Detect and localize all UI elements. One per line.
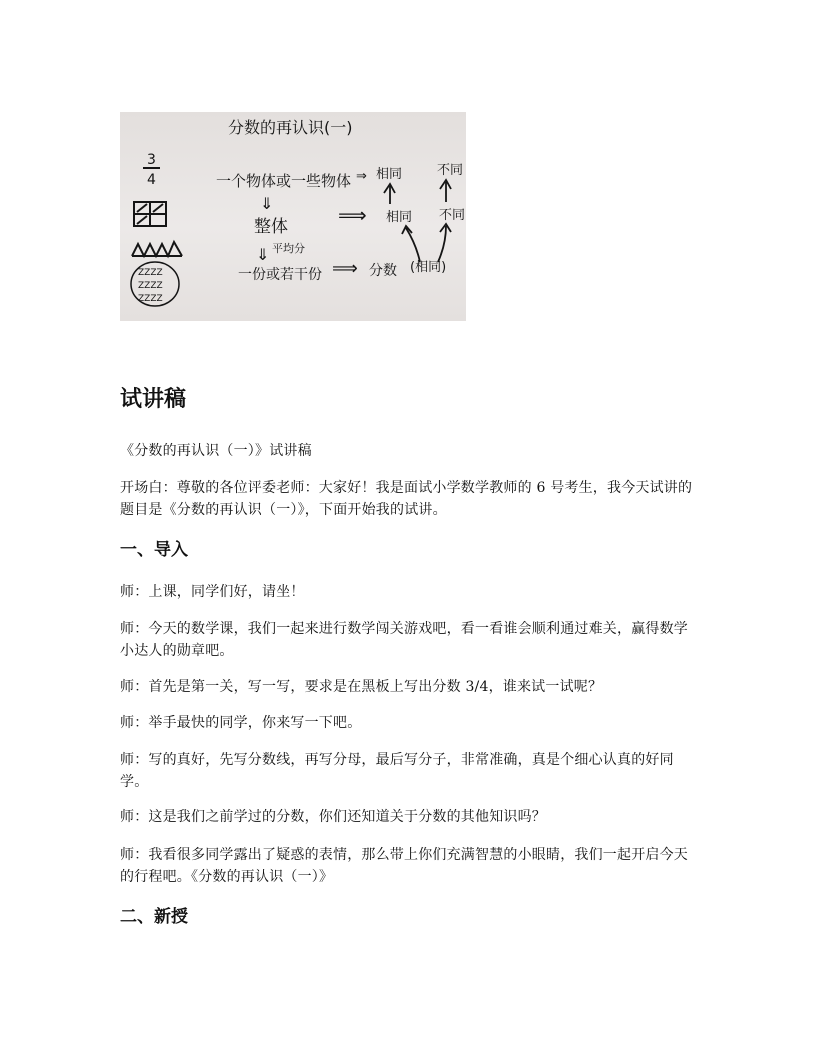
grouped-items-sketch [131, 262, 179, 306]
paragraph-6: 师：这是我们之前学过的分数，你们还知道关于分数的其他知识吗？ [120, 809, 546, 825]
items-row-1: ZZZZ [138, 268, 163, 278]
row1-right: 不同 [437, 163, 464, 178]
note-title: 分数的再认识(一) [228, 118, 353, 137]
paragraph-3: 师：首先是第一关，写一写，要求是在黑板上写出分数 3/4，谁来试一试呢？ [120, 679, 603, 695]
arrow-label: 平均分 [272, 242, 305, 255]
grid-square-sketch [134, 202, 166, 226]
row2-right: 不同 [439, 208, 466, 223]
opening-paragraph: 开场白：尊敬的各位评委老师：大家好！我是面试小学数学教师的 6 号考生，我今天试讲的题目是《分数的再认识（一）》，下面开始我的试讲。 [120, 480, 693, 518]
document-title: 试讲稿 [120, 387, 187, 412]
section-heading-new-lesson: 二、新授 [120, 907, 188, 927]
row1-mid: 相同 [376, 167, 403, 182]
items-row-3: ZZZZ [138, 294, 163, 304]
paragraph-2: 师：今天的数学课，我们一起来进行数学闯关游戏吧，看一看谁会顺利通过难关，赢得数学小达人的勋章吧。 [120, 621, 688, 659]
row3-arrow: ⟹ [332, 258, 358, 279]
row3-mid: 分数 [369, 263, 397, 279]
row3-right: (相同) [410, 260, 447, 275]
row2-mid: 相同 [386, 210, 413, 225]
row3-left: 一份或若干份 [238, 267, 322, 283]
paragraph-4: 师：举手最快的同学，你来写一下吧。 [120, 715, 362, 731]
triangles-sketch [132, 242, 182, 256]
handwritten-notes-photo [120, 112, 466, 321]
paragraph-5: 师：写的真好，先写分数线，再写分母，最后写分子，非常准确，真是个细心认真的好同学。 [120, 752, 674, 790]
notes-drawing [120, 112, 466, 321]
fraction-denominator: 4 [147, 172, 156, 188]
down-arrow-2: ⇓ [256, 245, 270, 264]
document-subtitle: 《分数的再认识（一）》试讲稿 [120, 443, 312, 459]
row2-left: 整体 [254, 217, 288, 237]
fraction-numerator: 3 [147, 152, 156, 168]
paragraph-1: 师：上课，同学们好，请坐！ [120, 584, 305, 600]
items-row-2: ZZZZ [138, 281, 163, 291]
down-arrow-1: ⇓ [260, 194, 274, 213]
row1-arrow: ⇒ [356, 169, 367, 184]
row2-arrow: ⟹ [338, 203, 367, 227]
row1-left: 一个物体或一些物体 [216, 172, 352, 190]
section-heading-intro: 一、导入 [120, 540, 188, 560]
paragraph-7: 师：我看很多同学露出了疑惑的表情，那么带上你们充满智慧的小眼睛，我们一起开启今天的行程吧。《分数的再认识（一）》 [120, 847, 688, 885]
